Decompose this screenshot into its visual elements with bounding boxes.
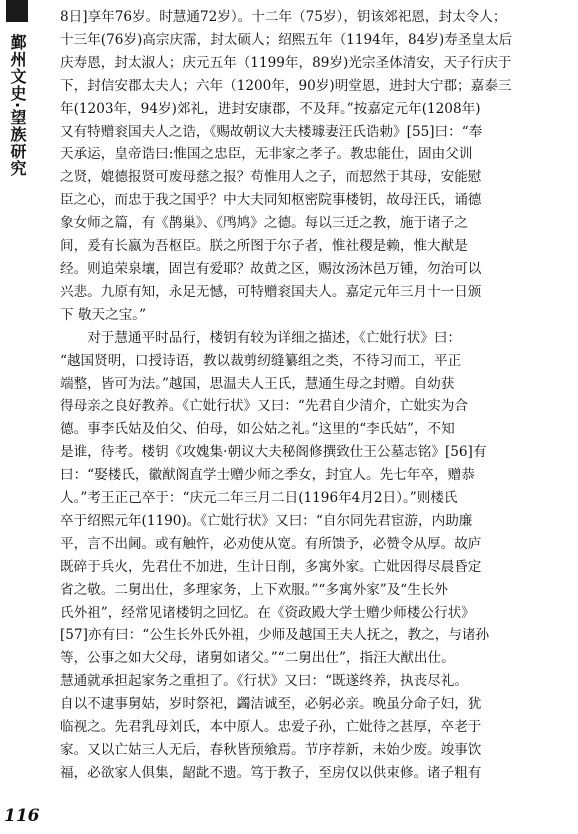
text-line: 德。事李氏姑及伯父、伯母，如公姑之礼。”这里的“李氏姑”，不知 [60, 421, 455, 438]
text-line: [57]亦有曰：“公生长外氏外祖，少师及越国王夫人抚之，教之，与诸孙 [60, 627, 490, 644]
text-line: “越国贤明，口授诗语，教以裁剪纫缝纂组之类，不待习而工，平正 [60, 352, 462, 369]
text-line: 又有特赠衮国夫人之诰，《赐故朝议大夫楼璩妻汪氏诰勅》[55]曰：“奉 [60, 123, 483, 140]
paragraph [60, 327, 570, 785]
text-line: 下 敬天之宝。” [60, 306, 147, 323]
text-line: 卒于绍熙元年(1190)。《亡妣行状》又曰：“自尔同先君宦游，内助廉 [60, 512, 473, 529]
body-text [60, 6, 570, 785]
text-line: 既碎于兵火，先君仕不加进，生计日削，多寓外家。亡妣因得尽晨昏定 [60, 558, 482, 575]
text-line: 曰：“娶楼氏，徽猷阁直学士赠少师之季女，封宜人。先七年卒，赠恭 [60, 467, 475, 484]
text-line: 象女师之篇，有《鹊巢》、《鸤鸠》之德。每以三迁之教，施于诸子之 [60, 215, 468, 232]
header-black-tab [6, 0, 28, 22]
text-line: 临视之。先君乳母刘氏，本中原人。忠爱子孙，亡妣待之甚厚，卒老于 [60, 719, 482, 736]
text-line: 氏外祖”，经常见诸楼钥之回忆。在《资政殿大学士赠少师楼公行状》 [60, 604, 475, 621]
text-line: 慧通就承担起家务之重担了。《行状》又曰：“既遂终养，执丧尽礼。 [60, 673, 468, 690]
text-line: 自以不逮事舅姑，岁时祭祀，蠲洁诚至，必躬必亲。晚虽分命子妇，犹 [60, 696, 482, 713]
text-line: 兴悲。九原有知，永足无憾，可特赠衮国夫人。嘉定元年三月十一日颁 [60, 283, 482, 300]
running-header-title: 鄞州文史·望族研究 [8, 34, 27, 178]
text-line: 庆寿恩，封太淑人；庆元五年（1199年，89岁)光宗圣体清安，天子行庆于 [60, 54, 512, 71]
text-line: 对于慧通平时品行，楼钥有较为详细之描述，《亡妣行状》曰： [87, 329, 462, 346]
text-line: 是谁，待考。楼钥《攻媿集·朝议大夫秘阁修撰致仕王公墓志铭》[56]有 [60, 444, 487, 461]
text-line: 8日]享年76岁。时慧通72岁）。十二年（75岁），钥该郊祀恩，封太令人； [60, 9, 507, 25]
text-line: 下，封信安郡太夫人；六年（1200年，90岁)明堂恩，进封大宁郡；嘉泰三 [60, 77, 512, 94]
text-line: 天承运，皇帝诰曰:惟国之忠臣，无非家之孝子。教忠能仕，固由父训 [60, 146, 473, 163]
text-line: 端整，皆可为法。”越国，思温夫人王氏，慧通生母之封赠。自幼获 [60, 375, 455, 392]
paragraph [60, 6, 570, 327]
text-line: 等，公事之如大父母，诸舅如诸父。”“二舅出仕”，指汪大猷出仕。 [60, 650, 455, 667]
text-line: 经。则追荣泉壤，固岂有爱耶？故黄之区，赐汝汤沐邑万锺，勿治可以 [60, 260, 482, 277]
text-line: 家。又以亡姑三人无后，春秋皆预飨焉。节序荐新，未始少废。竣事饮 [60, 742, 482, 758]
text-line: 年(1203年，94岁)郊礼，进封安康郡，不及拜。”按嘉定元年(1208年) [60, 100, 481, 117]
text-line: 之贤，媲德报贤可废母慈之报？苟惟用人之子，而恝然于其母，安能慰 [60, 169, 482, 186]
text-line: 臣之心，而忠于我之国乎？中大夫同知枢密院事楼钥，故母汪氏，诵德 [60, 192, 482, 209]
text-line: 十三年(76岁)高宗庆霈，封太硕人；绍熙五年（1194年，84岁)寿圣皇太后 [60, 31, 513, 48]
text-line: 平，言不出阃。或有触忤，必劝使从宽。有所馈予，必赞令从厚。故庐 [60, 535, 482, 552]
text-line: 间，爰有长嬴为吾枢臣。朕之所图于尔子者，惟社稷是赖，惟大猷是 [60, 238, 468, 255]
page-number: 116 [4, 806, 40, 826]
text-line: 福，必欲家人俱集，龆龀不遗。笃于教子，至房仅以供束修。诸子粗有 [60, 764, 482, 781]
running-header [0, 0, 34, 210]
text-line: 省之敬。二舅出仕，多理家务，上下欢服。”“多寓外家”及“生长外 [60, 581, 449, 598]
text-line: 人。”考王正己卒于：“庆元二年三月二日(1196年4月2日）。”则楼氏 [60, 490, 458, 507]
text-line: 得母亲之良好教养。《亡妣行状》又曰：“先君自少清介，亡妣实为合 [60, 398, 468, 415]
